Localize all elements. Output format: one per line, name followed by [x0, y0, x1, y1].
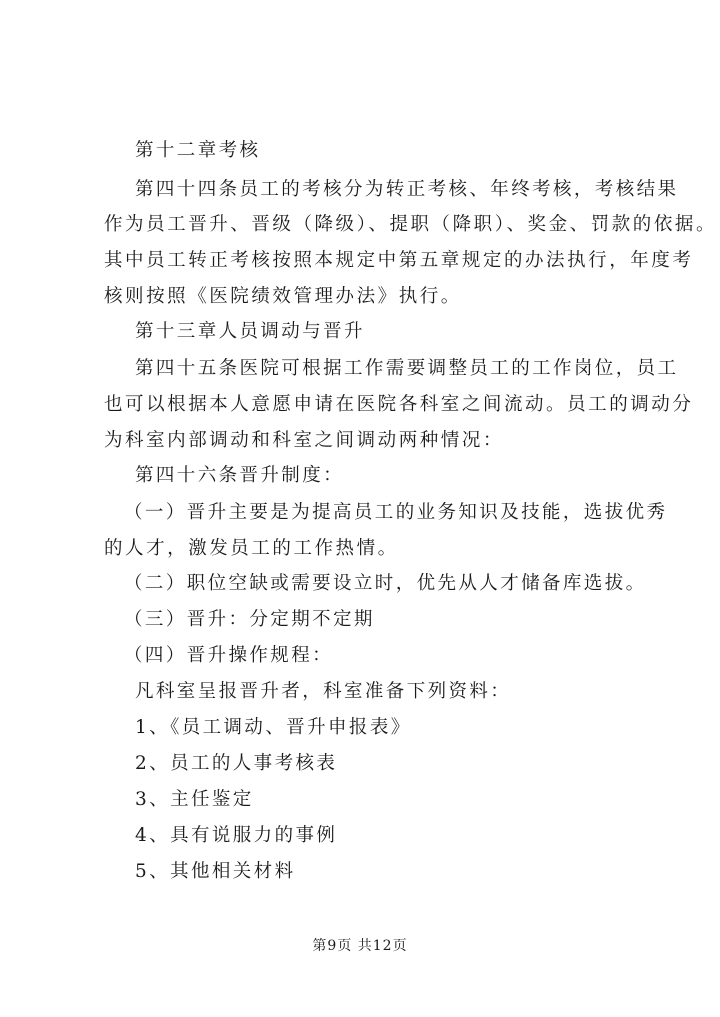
article-45-line-2: 也可以根据本人意愿申请在医院各科室之间流动。员工的调动分 [104, 394, 694, 415]
chapter-12-heading: 第十二章考核 [135, 140, 261, 161]
material-item-1: 1、《员工调动、晋升申报表》 [135, 717, 412, 738]
promotion-item-3: （三）晋升：分定期不定期 [124, 609, 375, 630]
promotion-item-1-line-2: 的人才，激发员工的工作热情。 [104, 538, 399, 559]
article-44-line-4: 核则按照《医院绩效管理办法》执行。 [104, 286, 462, 307]
material-item-3: 3、主任鉴定 [135, 789, 254, 810]
material-item-4: 4、具有说服力的事例 [135, 825, 338, 846]
chapter-13-heading: 第十三章人员调动与晋升 [135, 321, 365, 342]
promotion-item-2: （二）职位空缺或需要设立时，优先从人才储备库选拔。 [124, 573, 647, 594]
material-item-2: 2、员工的人事考核表 [135, 753, 338, 774]
article-46-heading: 第四十六条晋升制度： [135, 465, 345, 486]
article-44-line-1: 第四十四条员工的考核分为转正考核、年终考核，考核结果 [135, 179, 679, 200]
article-45-line-3: 为科室内部调动和科室之间调动两种情况： [104, 430, 504, 451]
promotion-item-1-line-1: （一）晋升主要是为提高员工的业务知识及技能，选拔优秀 [124, 502, 668, 523]
page-number-footer: 第9页 共12页 [312, 938, 408, 954]
article-45-line-1: 第四十五条医院可根据工作需要调整员工的工作岗位，员工 [135, 358, 679, 379]
materials-intro: 凡科室呈报晋升者，科室准备下列资料： [135, 681, 512, 702]
promotion-item-4: （四）晋升操作规程： [124, 645, 334, 666]
material-item-5: 5、其他相关材料 [135, 861, 296, 882]
article-44-line-3: 其中员工转正考核按照本规定中第五章规定的办法执行，年度考 [104, 250, 694, 271]
article-44-line-2: 作为员工晋升、晋级（降级）、提职（降职）、奖金、罚款的依据。 [104, 214, 718, 235]
